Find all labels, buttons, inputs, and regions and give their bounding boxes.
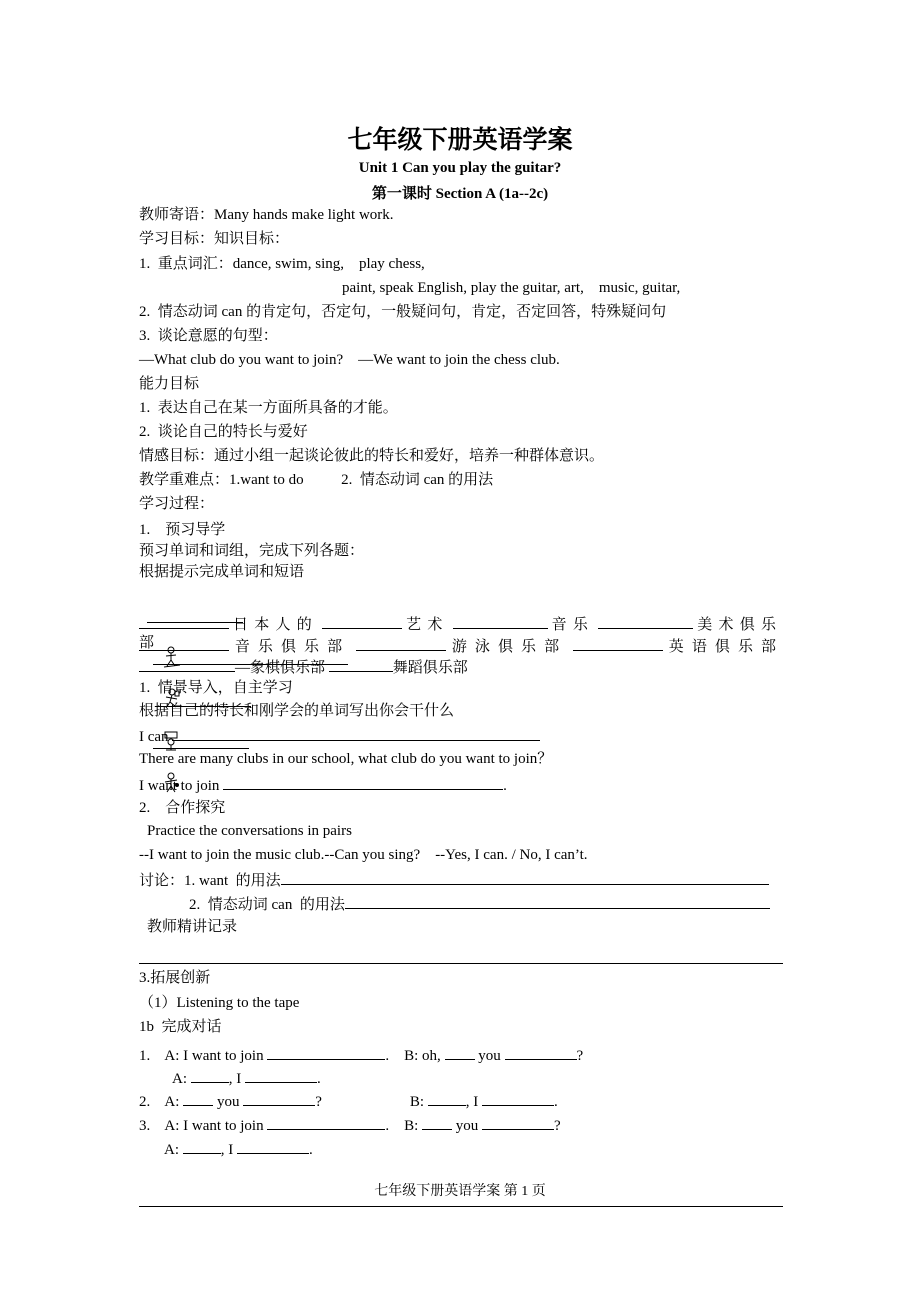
teacher-message: 教师寄语：Many hands make light work. [139, 207, 394, 223]
notes-divider [139, 963, 783, 964]
preview-heading: 1. 预习导学 [139, 522, 226, 538]
dialog-text: . [309, 1142, 313, 1158]
dialog-text: , I [220, 1142, 234, 1158]
discuss-1-blank[interactable] [281, 870, 769, 885]
practice-line: Practice the conversations in pairs [147, 823, 352, 839]
lesson-title: 第一课时 Section A (1a--2c) [371, 186, 549, 202]
process-label: 学习过程： [139, 496, 215, 512]
discuss-1-line [139, 870, 769, 890]
blank[interactable] [245, 1068, 317, 1083]
blank[interactable] [356, 636, 446, 651]
dialog-text: ? [576, 1048, 584, 1064]
dialog-text: you [478, 1048, 501, 1064]
blank[interactable] [453, 614, 548, 629]
ability-2: 2. 谈论自己的特长与爱好 [139, 424, 308, 440]
dance-club-cue: 舞蹈俱乐部 [392, 660, 468, 676]
want-join-blank[interactable] [223, 775, 503, 790]
page-footer: 七年级下册英语学案 第 1 页 [374, 1184, 546, 1199]
dialog-1a [139, 1045, 583, 1065]
blank[interactable] [139, 614, 229, 629]
blank[interactable] [422, 1115, 452, 1130]
dialog-1b [172, 1068, 321, 1088]
clubs-question: There are many clubs in our school, what club do you want to join？ [139, 751, 553, 767]
scene-instruction: 根据自己的特长和刚学会的单词写出你会干什么 [139, 703, 455, 719]
blank[interactable] [573, 636, 663, 651]
ability-title: 能力目标 [139, 376, 200, 392]
task-line: 1b 完成对话 [139, 1019, 222, 1035]
preview-instruction: 预习单词和词组，完成下列各题： [139, 543, 365, 559]
listening-line: （1）Listening to the tape [139, 995, 300, 1011]
blank[interactable] [183, 1139, 221, 1154]
page-title: 七年级下册英语学案 [347, 125, 573, 154]
want-join-line [139, 775, 507, 795]
period: . [503, 778, 507, 794]
vocab-row-3 [139, 636, 782, 656]
word-cue: 日本人的 [233, 617, 319, 633]
discuss-2-blank[interactable] [345, 894, 770, 909]
blank[interactable] [139, 657, 235, 672]
footer-divider [139, 1206, 783, 1207]
dialog-3a [139, 1115, 561, 1135]
dialog-text: . [554, 1094, 558, 1110]
blank[interactable] [445, 1045, 475, 1060]
example-dialog: --I want to join the music club.--Can you sing? --Yes, I can. / No, I can’t. [139, 847, 588, 863]
word-cue: 艺术 [406, 617, 449, 633]
word-cue: 美术俱乐部 [139, 617, 783, 651]
dialog-3b [164, 1139, 313, 1159]
dialog-text: . B: [385, 1118, 419, 1134]
word-cue: 游泳俱乐部 [451, 639, 568, 655]
blank[interactable] [139, 636, 229, 651]
coop-heading: 2. 合作探究 [139, 800, 226, 816]
dialog-text: 2. A: [139, 1094, 180, 1110]
blank[interactable] [183, 1091, 213, 1106]
blank[interactable] [482, 1091, 554, 1106]
modal-objective: 2. 情态动词 can 的肯定句，否定句，一般疑问句，肯定，否定回答，特殊疑问句 [139, 304, 667, 320]
chess-club-cue: —象棋俱乐部 [235, 660, 326, 676]
blank[interactable] [598, 614, 693, 629]
key-points: 教学重难点：1.want to do 2. 情态动词 can 的用法 [139, 472, 494, 488]
preview-hint: 根据提示完成单词和短语 [139, 564, 305, 580]
word-cue: 音乐俱乐部 [234, 639, 351, 655]
dialog-text: B: [409, 1094, 425, 1110]
blank[interactable] [267, 1115, 385, 1130]
want-join-label: I want to join [139, 778, 220, 794]
vocab-line-2: paint, speak English, play the guitar, art, music, guitar, [342, 280, 681, 296]
dialog-text: ? [554, 1118, 561, 1134]
unit-title: Unit 1 Can you play the guitar? [358, 160, 562, 176]
blank[interactable] [329, 657, 393, 672]
word-cue: 英语俱乐部 [668, 639, 783, 655]
vocab-row-4 [139, 657, 468, 677]
word-cue: 音乐 [551, 617, 595, 633]
pattern-objective: 3. 谈论意愿的句型： [139, 328, 278, 344]
dialog-2 [139, 1091, 558, 1111]
objectives: 学习目标：知识目标： [139, 231, 290, 247]
discuss-2-label: 2. 情态动词 can 的用法 [189, 897, 345, 913]
dialog-text: you [455, 1118, 479, 1134]
dialog-text: A: [164, 1142, 179, 1158]
dialog-text: , I [465, 1094, 479, 1110]
i-can-label: I can [139, 729, 169, 745]
dialog-text: 1. A: I want to join [139, 1048, 264, 1064]
teacher-notes: 教师精讲记录 [147, 919, 238, 935]
discuss-1-label: 讨论：1. want 的用法 [139, 873, 281, 889]
blank[interactable] [505, 1045, 577, 1060]
dialog-text: 3. A: I want to join [139, 1118, 264, 1134]
blank[interactable] [191, 1068, 229, 1083]
dialog-text: you [216, 1094, 240, 1110]
scene-heading: 1. 情景导入，自主学习 [139, 680, 293, 696]
pattern-dialog: —What club do you want to join? —We want to join the chess club. [139, 352, 560, 368]
blank[interactable] [237, 1139, 309, 1154]
blank[interactable] [267, 1045, 385, 1060]
dialog-text: ? [315, 1094, 322, 1110]
extend-heading: 3.拓展创新 [139, 970, 211, 986]
dialog-text: . B: oh, [385, 1048, 441, 1064]
discuss-2-line [189, 894, 770, 914]
dialog-text: A: [172, 1071, 187, 1087]
blank[interactable] [243, 1091, 315, 1106]
blank[interactable] [428, 1091, 466, 1106]
blank[interactable] [322, 614, 402, 629]
ability-1: 1. 表达自己在某一方面所具备的才能。 [139, 400, 398, 416]
emotion-objective: 情感目标：通过小组一起谈论彼此的特长和爱好，培养一种群体意识。 [139, 448, 605, 464]
blank[interactable] [482, 1115, 554, 1130]
dialog-text: , I [228, 1071, 242, 1087]
i-can-line [139, 726, 540, 746]
vocab-line-1: 1. 重点词汇：dance, swim, sing, play chess, [139, 256, 425, 272]
i-can-blank[interactable] [172, 726, 540, 741]
dialog-text: . [317, 1071, 321, 1087]
